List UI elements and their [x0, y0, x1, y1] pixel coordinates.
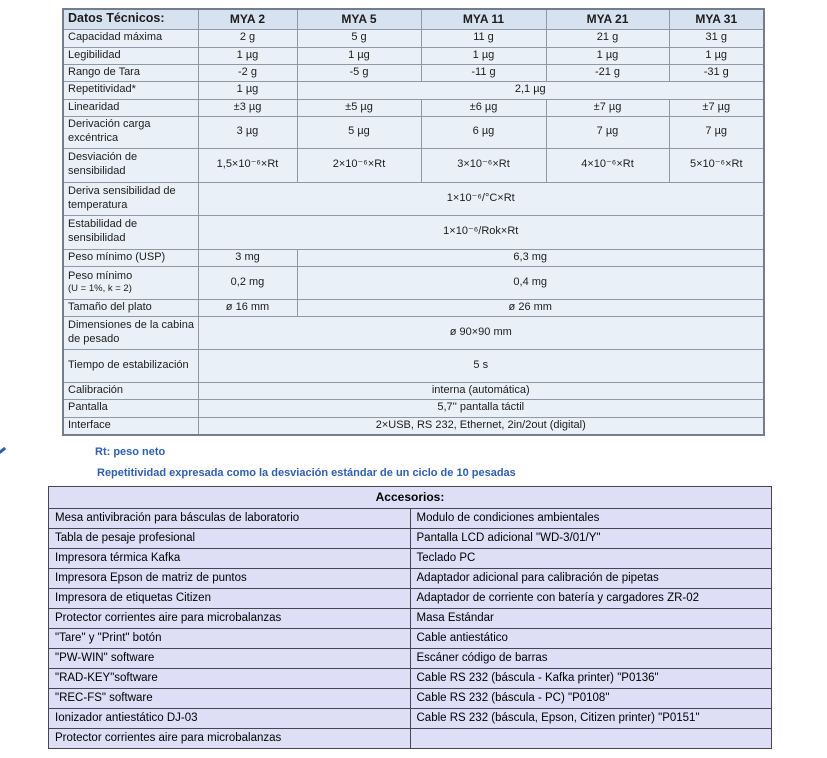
table-row: [63, 64, 764, 81]
spec-value-cell: ±7 µg: [546, 99, 669, 116]
spec-row-label: [63, 349, 198, 382]
spec-row-label: [63, 148, 198, 182]
spec-value-cell: 5,7'' pantalla táctil: [198, 399, 764, 417]
accessory-item-left: Mesa antivibración para básculas de laboratorio: [49, 509, 411, 529]
spec-value-cell: interna (automática): [198, 382, 764, 399]
accessory-item-right: Modulo de condiciones ambientales: [410, 509, 772, 529]
accessory-item-left: "REC-FS" software: [49, 689, 411, 709]
table-row: [63, 249, 764, 266]
spec-value-cell: 1 µg: [198, 81, 297, 99]
spec-value-cell: 1 µg: [297, 47, 421, 64]
spec-value-cell: 7 µg: [669, 116, 764, 148]
spec-row-label-text: Legibilidad: [68, 48, 121, 61]
spec-value-cell: -31 g: [669, 64, 764, 81]
accessory-row: [49, 509, 772, 529]
spec-row-label-text: Capacidad máxima: [68, 31, 163, 44]
spec-value-cell: 3×10⁻⁶×Rt: [421, 148, 546, 182]
accessory-item-left: "PW-WIN" software: [49, 649, 411, 669]
spec-value-cell: 1,5×10⁻⁶×Rt: [198, 148, 297, 182]
spec-value-cell: 2×USB, RS 232, Ethernet, 2in/2out (digital): [198, 417, 764, 435]
technical-data-table: [62, 8, 765, 436]
accessory-row: [49, 569, 772, 589]
accessory-item-right: [410, 729, 772, 749]
spec-row-label: [63, 81, 198, 99]
accessory-item-left: Impresora de etiquetas Citizen: [49, 589, 411, 609]
spec-value-cell: 5 s: [198, 349, 764, 382]
spec-row-label-text: Tamaño del plato: [68, 300, 152, 313]
accessory-item-left: Tabla de pesaje profesional: [49, 529, 411, 549]
model-column-header: MYA 31: [669, 9, 764, 29]
table1-title: Datos Técnicos:: [63, 9, 198, 29]
accessory-item-right: Cable RS 232 (báscula, Epson, Citizen printer) "P0151": [410, 709, 772, 729]
accessory-item-left: "Tare" y "Print" botón: [49, 629, 411, 649]
spec-row-label-subtext: (U = 1%, k = 2): [68, 283, 132, 295]
model-column-header: MYA 5: [297, 9, 421, 29]
accessory-row: [49, 669, 772, 689]
accessory-item-left: Protector corrientes aire para microbalanzas: [49, 609, 411, 629]
spec-value-cell: 3 mg: [198, 249, 297, 266]
spec-value-cell: ø 16 mm: [198, 299, 297, 316]
table-row: [63, 417, 764, 435]
accessory-item-left: Impresora térmica Kafka: [49, 549, 411, 569]
accessory-item-left: Protector corrientes aire para microbalanzas: [49, 729, 411, 749]
spec-value-cell: 6,3 mg: [297, 249, 764, 266]
model-column-header: MYA 21: [546, 9, 669, 29]
spec-value-cell: ±3 µg: [198, 99, 297, 116]
spec-value-cell: ø 90×90 mm: [198, 316, 764, 349]
spec-row-label-text: Calibración: [68, 383, 124, 396]
accessory-row: [49, 729, 772, 749]
accessory-item-left: Ionizador antiestático DJ-03: [49, 709, 411, 729]
accessory-row: [49, 629, 772, 649]
spec-row-label-text: Linearidad: [68, 100, 120, 113]
accessory-item-right: Teclado PC: [410, 549, 772, 569]
model-column-header: MYA 11: [421, 9, 546, 29]
spec-value-cell: 31 g: [669, 29, 764, 47]
table-row: [63, 148, 764, 182]
spec-row-label: [63, 47, 198, 64]
table-row: [63, 349, 764, 382]
spec-row-label-text: Pantalla: [68, 401, 108, 414]
accessory-item-right: Pantalla LCD adicional "WD-3/01/Y": [410, 529, 772, 549]
spec-row-label: [63, 299, 198, 316]
accessory-row: [49, 589, 772, 609]
spec-value-cell: ±5 µg: [297, 99, 421, 116]
spec-value-cell: -11 g: [421, 64, 546, 81]
spec-value-cell: 1 µg: [669, 47, 764, 64]
spec-row-label: [63, 29, 198, 47]
spec-row-label: [63, 382, 198, 399]
table-row: [63, 266, 764, 299]
spec-row-label-text: Dimensiones de la cabina de pesado: [68, 318, 194, 345]
spec-value-cell: 21 g: [546, 29, 669, 47]
spec-row-label: [63, 64, 198, 81]
accessory-item-right: Adaptador de corriente con batería y cargadores ZR-02: [410, 589, 772, 609]
spec-value-cell: ±6 µg: [421, 99, 546, 116]
spec-value-cell: 5×10⁻⁶×Rt: [669, 148, 764, 182]
spec-row-label-text: Tiempo de estabilización: [68, 358, 189, 371]
spec-value-cell: 0,4 mg: [297, 266, 764, 299]
accessory-item-right: Escáner código de barras: [410, 649, 772, 669]
spec-row-label-text: Peso mínimo (USP): [68, 250, 166, 263]
spec-value-cell: 2×10⁻⁶×Rt: [297, 148, 421, 182]
spec-value-cell: 1 µg: [421, 47, 546, 64]
spec-value-cell: 5 g: [297, 29, 421, 47]
spec-row-label: [63, 266, 198, 299]
table-row: [63, 29, 764, 47]
accessory-row: [49, 709, 772, 729]
accessory-item-right: Cable RS 232 (báscula - PC) "P0108": [410, 689, 772, 709]
spec-row-label-text: Deriva sensibilidad de temperatura: [68, 184, 176, 211]
table-row: [63, 182, 764, 215]
accessory-row: [49, 529, 772, 549]
spec-row-label: [63, 116, 198, 148]
spec-value-cell: 1×10⁻⁶/Rok×Rt: [198, 215, 764, 249]
spec-value-cell: 11 g: [421, 29, 546, 47]
spec-value-cell: 2 g: [198, 29, 297, 47]
left-edge-mark: [0, 447, 6, 454]
table-row: [63, 215, 764, 249]
spec-row-label-text: Derivación carga excéntrica: [68, 118, 151, 144]
accessory-item-right: Cable antiestático: [410, 629, 772, 649]
model-column-header: MYA 2: [198, 9, 297, 29]
accessory-row: [49, 609, 772, 629]
table-row: [63, 116, 764, 148]
spec-value-cell: ±7 µg: [669, 99, 764, 116]
spec-value-cell: 7 µg: [546, 116, 669, 148]
spec-value-cell: 1 µg: [198, 47, 297, 64]
spec-row-label: [63, 215, 198, 249]
spec-value-cell: 3 µg: [198, 116, 297, 148]
spec-row-label: [63, 417, 198, 435]
spec-row-label: [63, 316, 198, 349]
note-repetitividad: Repetitividad expresada como la desviación estándar de un ciclo de 10 pesadas: [97, 467, 516, 479]
accessory-item-right: Cable RS 232 (báscula - Kafka printer) "P0136": [410, 669, 772, 689]
spec-row-label: [63, 182, 198, 215]
table-row: [63, 382, 764, 399]
accessory-item-left: Impresora Epson de matriz de puntos: [49, 569, 411, 589]
note-rt-peso-neto: Rt: peso neto: [95, 446, 166, 458]
accessory-row: [49, 649, 772, 669]
accessories-header-row: [49, 487, 772, 509]
spec-value-cell: -21 g: [546, 64, 669, 81]
spec-value-cell: -5 g: [297, 64, 421, 81]
spec-row-label: [63, 399, 198, 417]
table-row: [63, 299, 764, 316]
table-row: [63, 99, 764, 116]
accessory-item-left: "RAD-KEY"software: [49, 669, 411, 689]
spec-row-label: [63, 99, 198, 116]
table-row: [63, 81, 764, 99]
table-row: [63, 47, 764, 64]
spec-value-cell: 1×10⁻⁶/°C×Rt: [198, 182, 764, 215]
spec-value-cell: 5 µg: [297, 116, 421, 148]
accessory-item-right: Masa Estándar: [410, 609, 772, 629]
spec-row-label-text: Peso mínimo: [68, 269, 133, 282]
spec-row-label: [63, 249, 198, 266]
spec-value-cell: -2 g: [198, 64, 297, 81]
spec-row-label-text: Rango de Tara: [68, 65, 140, 78]
accessories-title: Accesorios:: [49, 487, 772, 509]
spec-row-label-text: Interface: [68, 418, 111, 431]
spec-value-cell: 0,2 mg: [198, 266, 297, 299]
table-header-row: [63, 9, 764, 29]
spec-row-label-text: Repetitividad*: [68, 83, 136, 96]
table-row: [63, 316, 764, 349]
spec-value-cell: 4×10⁻⁶×Rt: [546, 148, 669, 182]
spec-value-cell: 6 µg: [421, 116, 546, 148]
spec-value-cell: 2,1 µg: [297, 81, 764, 99]
accessories-table: [48, 486, 772, 749]
spec-row-label-text: Desviación de sensibilidad: [68, 151, 138, 177]
spec-row-label-text: Estabilidad de sensibilidad: [68, 218, 138, 244]
accessory-item-right: Adaptador adicional para calibración de pipetas: [410, 569, 772, 589]
table-row: [63, 399, 764, 417]
accessory-row: [49, 689, 772, 709]
spec-value-cell: 1 µg: [546, 47, 669, 64]
spec-value-cell: ø 26 mm: [297, 299, 764, 316]
accessory-row: [49, 549, 772, 569]
